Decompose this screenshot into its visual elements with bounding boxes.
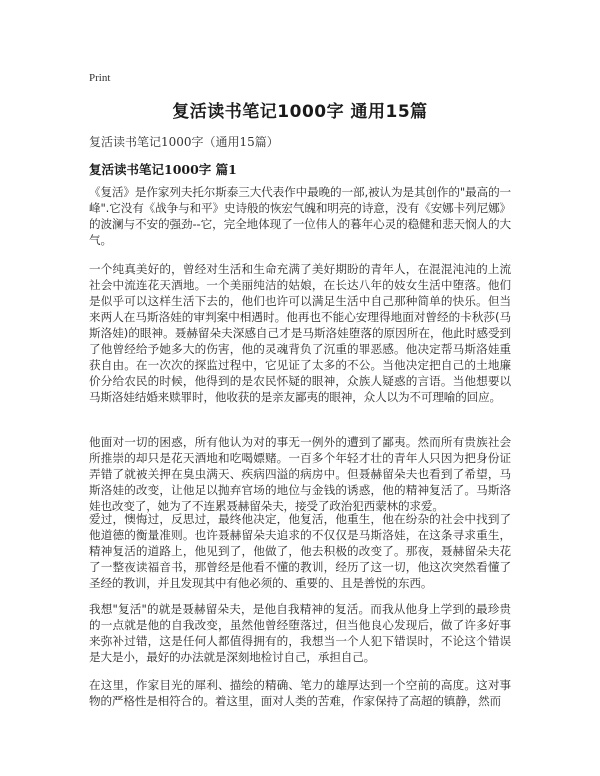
section-heading: 复活读书笔记1000字 篇1 bbox=[89, 162, 237, 177]
paragraph: 一个纯真美好的，曾经对生活和生命充满了美好期盼的青年人，在混混沌沌的上流社会中流连花天酒地。一个美丽纯洁的姑娘，在长达八年的妓女生活中堕落。他们是似乎可以这样生活下去的，他们也许可以满足生活中自己那种简单的快乐。但当来两人在马斯洛娃的审判案中相遇时。他再也不能心安理得地面对曾经的卡秋莎(马斯洛娃)的眼神。聂赫留朵夫深感自己才是马斯洛娃堕落的原因所在，他此时感受到了他曾经给予她多大的伤害，他的灵魂背负了沉重的罪恶感。他决定帮马斯洛娃重获自由。在一次次的探监过程中，它见证了太多的不公。当他决定把自己的土地廉价分给农民的时候，他得到的是农民怀疑的眼神，众族人疑惑的言语。当他想要以马斯洛娃结婚来赎罪时，他收获的是亲友鄙夷的眼神，众人以为不可理喻的回应。 bbox=[89, 262, 511, 404]
paragraph: 《复活》是作家列夫托尔斯泰三大代表作中最晚的一部,被认为是其创作的"最高的一峰".它没有《战争与和平》史诗般的恢宏气魄和明亮的诗意，没有《安娜卡列尼娜》的波澜与不安的强劲--它，完全地体现了一位伟人的暮年心灵的稳健和悲天悯人的大气。 bbox=[89, 185, 511, 247]
paragraph: 我想"复活"的就是聂赫留朵夫，是他自我精神的复活。而我从他身上学到的最珍贵的一点就是他的自我改变，虽然他曾经堕落过，但当他良心发现后，做了许多好事来弥补过错，这是任何人都值得拥有的，我想当一个人犯下错误时，不论这个错误是大是小，最好的办法就是深刻地检讨自己，承担自己。 bbox=[89, 602, 511, 664]
paragraph: 他面对一切的困惑，所有他认为对的事无一例外的遭到了鄙夷。然而所有贵族社会所推崇的却只是花天酒地和吃喝嫖赌。一百多个年轻才壮的青年人只因为把身份证弄错了就被关押在臭虫满天、疾病四溢的病房中。但聂赫留朵夫也看到了希望，马斯洛娃的改变，让他足以抛弃官场的地位与金钱的诱惑，他的精神复活了。马斯洛娃也改变了，她为了不连累聂赫留朵夫，接受了政治犯西蒙林的求爱。 bbox=[89, 435, 511, 513]
paragraph: 在这里，作家目光的犀利、描绘的精确、笔力的雄厚达到一个空前的高度。这对事物的严格性是相符合的。着这里，面对人类的苦难，作家保持了高超的镇静，然而 bbox=[89, 678, 511, 708]
page-title: 复活读书笔记1000字 通用15篇 bbox=[172, 102, 428, 122]
document-subtitle: 复活读书笔记1000字（通用15篇） bbox=[89, 135, 279, 149]
paragraph: 爱过，懊悔过，反思过，最终他决定，他复活，他重生，他在纷杂的社会中找到了他道德的衡量准则。也许聂赫留朵夫追求的不仅仅是马斯洛娃，在这条寻求重生，精神复活的道路上，他见到了，他做了，他去积极的改变了。那夜，聂赫留朵夫花了一整夜读福音书，那曾经是他看不懂的教训，经历了这一切，他这次突然看懂了圣经的教训，并且发现其中有他必须的、重要的、且是善悦的东西。 bbox=[89, 512, 511, 590]
print-label[interactable]: Print bbox=[89, 72, 111, 84]
